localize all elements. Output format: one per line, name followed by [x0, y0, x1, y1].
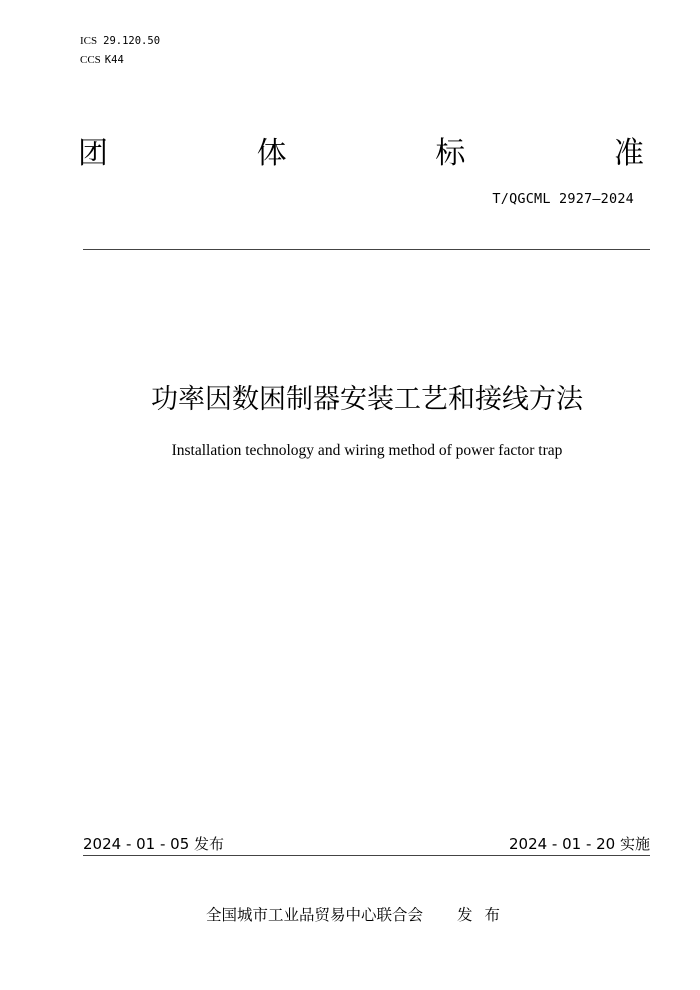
issue-date: 2024 - 01 - 05 发布	[83, 835, 225, 853]
standard-type-char: 团	[78, 136, 108, 171]
document-title-english: Installation technology and wiring method of power factor trap	[171, 442, 563, 459]
ics-classification	[80, 34, 160, 48]
bottom-divider	[83, 855, 650, 856]
standard-type-char: 标	[435, 136, 466, 171]
standard-type-heading	[78, 134, 644, 174]
document-title-chinese: 功率因数困制器安装工艺和接线方法	[151, 384, 583, 415]
implementation-date: 2024 - 01 - 20 实施	[508, 835, 650, 853]
ics-label: ICS	[80, 35, 98, 47]
standard-type-char: 准	[613, 136, 644, 171]
standard-code: T/QGCML 2927—2024	[492, 191, 634, 207]
publisher-line	[206, 904, 512, 926]
ccs-label: CCS	[80, 54, 101, 66]
standard-type-char: 体	[256, 136, 287, 171]
publisher-suffix: 发布	[457, 906, 513, 924]
top-divider	[83, 249, 650, 250]
ics-value: 29.120.50	[103, 35, 161, 47]
ccs-value: K44	[104, 54, 124, 66]
publisher-name: 全国城市工业品贸易中心联合会	[206, 906, 424, 924]
ccs-classification	[80, 53, 124, 67]
